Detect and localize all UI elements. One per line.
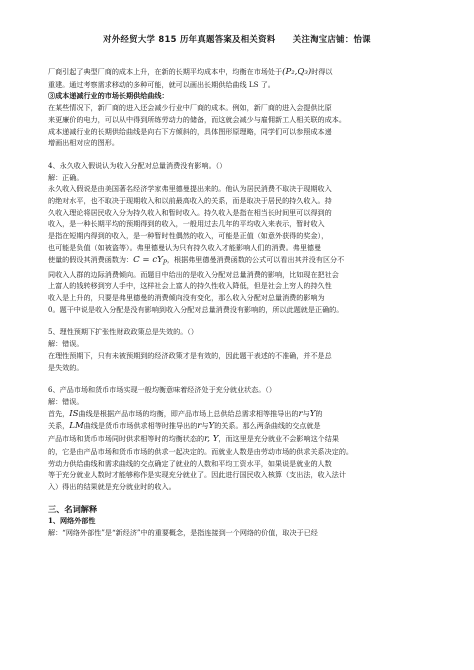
spacer [48, 315, 426, 326]
question-5: 5、理性预期下扩张性财政政策总是失效的。（） [48, 327, 198, 337]
spacer [48, 493, 426, 504]
question-4: 4、永久收入假说认为收入分配对总量消费没有影响。（） [48, 160, 227, 170]
math-span: r, Y [204, 434, 219, 445]
text-span: 关系， [48, 421, 70, 431]
text-span: 与 [201, 421, 209, 431]
math-span: Y [309, 408, 316, 419]
text-span: 的关系。那么两条曲线的交点就是 [214, 421, 321, 431]
q4-formula-line [48, 254, 426, 269]
subheading-cost-decreasing: ③成本递减行业的市场长期供给曲线： [48, 91, 169, 101]
q5-line: 是失效的。 [48, 362, 84, 372]
page-body [48, 66, 426, 539]
term-item-1: 1、网络外部性 [48, 516, 96, 526]
q4-line: 永久收入假说是由美国著名经济学家弗里德曼提出来的。他认为居民消费不取决于现期收入 [48, 184, 332, 194]
math-span: r [197, 421, 202, 432]
math-span: IS [69, 408, 79, 419]
spacer [48, 149, 426, 160]
text-span: 产品市场和货币市场同时供求相等时的均衡状态的 [48, 434, 205, 444]
text-span: 与 [302, 408, 310, 418]
formula: C = cY [133, 254, 163, 265]
paragraph-top-2: 重建。通过考察需求移动的多种可能，就可以画出长期供给曲线 LS 了。 [48, 79, 275, 89]
text-span: 曲线是货币市场供求相等时推导出的 [83, 421, 198, 431]
page-header: 对外经贸大学 815 历年真题答案及相关资料 关注淘宝店铺：怡课 [103, 34, 371, 44]
term-definition: 解：“网络外部性”是“新经济”中的重要概念，是指连接到一个网络的价值，取决于已经 [48, 528, 318, 538]
q6-line: 劳动力供给曲线和需求曲线的交点确定了就业的人数和平均工资水平，如果说是就业的人数 [48, 458, 332, 468]
q5-line: 在理性预期下，只有未被预期到的经济政策才是有效的，因此题干表述的不准确，并不是总 [48, 350, 332, 360]
paragraph-top-3: 在某些情况下，新厂商的进入还会减少行业中厂商的成本。例如，新厂商的进入会提供比原 [48, 103, 332, 113]
q4-line: 收入是上升的，只要是弗里德曼的消费倾向没有变化，那么收入分配对总量消费的影响为 [48, 293, 325, 303]
formula-subscript: P [162, 258, 167, 266]
paragraph-top-4: 来更廉价的电力，可以从中得到所练劳动力的储备，而这就会减少与雇佣新工人相关联的成本。 [48, 114, 346, 124]
q6-line: 的，它是由产品市场和货币市场的供求一起决定的。而就业人数是由劳动市场的供求关系决定的。 [48, 446, 354, 456]
q4-line: 也可能是负值（如被盗等）。弗里德曼认为只有持久收入才能影响人们的消费。弗里德曼 [48, 242, 322, 252]
paragraph-top-6: 增画出相对应的图形。 [48, 138, 119, 148]
q4-line: 收入，是一种长期平均的预期得到的收入，一般用过去几年的平均收入来表示，暂时收入 [48, 219, 325, 229]
text-span: 时得以 [311, 67, 333, 76]
text-span: 厂商引起了典型厂商的成本上升，在新的长期平均成本中，均衡在市场处于 [48, 67, 283, 76]
paragraph-top-1 [48, 66, 426, 79]
q6-line [48, 433, 426, 446]
q6-line: 等于充分就业人数时才能够称作是实现充分就业了。因此进行国民收入核算（支出法，收入法计 [48, 470, 346, 480]
text-span: 首先， [48, 408, 70, 418]
text-span: ，根据弗里德曼消费函数的公式可以看出其并没有区分不 [166, 254, 345, 264]
q4-line: 是指在短期内得到的收入，是一种暂时性偶然的收入，可能是正值（如意外获得的奖金）， [48, 231, 329, 241]
section-title-terms: 三、名词解释 [48, 503, 98, 514]
q6-line [48, 408, 426, 421]
math-span: (P₂,Q₃) [282, 67, 312, 77]
answer-5: 解：错误。 [48, 339, 84, 349]
q6-line: 入）得出的结果就是充分就业时的收入。 [48, 481, 176, 491]
q4-line: 0。题干中说是收入分配是没有影响到收入分配对总量消费没有影响的，所以此题就是正确的。 [48, 304, 344, 314]
text-span: 使量的假设其消费函数为： [48, 254, 134, 264]
paragraph-top-5: 成本递减行业的长期供给曲线是向右下方倾斜的，具体图形原理略，同学们可以参照成本递 [48, 126, 332, 136]
spacer [48, 373, 426, 384]
answer-4: 解：正确。 [48, 172, 84, 182]
math-span: Y [208, 421, 215, 432]
text-span: ，而这里是充分就业不会影响这个结果 [218, 434, 339, 444]
q4-line: 同收入人群的边际消费倾向。而题目中给出的是收入分配对总量消费的影响，比如现在把社会 [48, 269, 339, 279]
q4-line: 上富人的钱转移到穷人手中，这样社会上富人的持久性收入降低，但是社会上穷人的持久性 [48, 281, 332, 291]
q6-line [48, 420, 426, 433]
q4-line: 久收入理论将居民收入分为持久收入和暂时收入。持久收入是指在相当长时间里可以得到的 [48, 207, 332, 217]
math-span: LM [69, 421, 84, 432]
answer-6: 解：错误。 [48, 396, 84, 406]
text-span: 的 [315, 408, 323, 418]
text-span: 曲线是根据产品市场的均衡，即产品市场上总供给总需求相等推导出的 [78, 408, 299, 418]
question-6: 6、产品市场和货币市场实现一般均衡意味着经济处于充分就业状态。（） [48, 385, 276, 395]
q4-line: 的绝对水平，也不取决于现期收入和以前最高收入的关系，而是取决于居民的持久收入。持 [48, 196, 332, 206]
math-span: r [298, 408, 303, 419]
